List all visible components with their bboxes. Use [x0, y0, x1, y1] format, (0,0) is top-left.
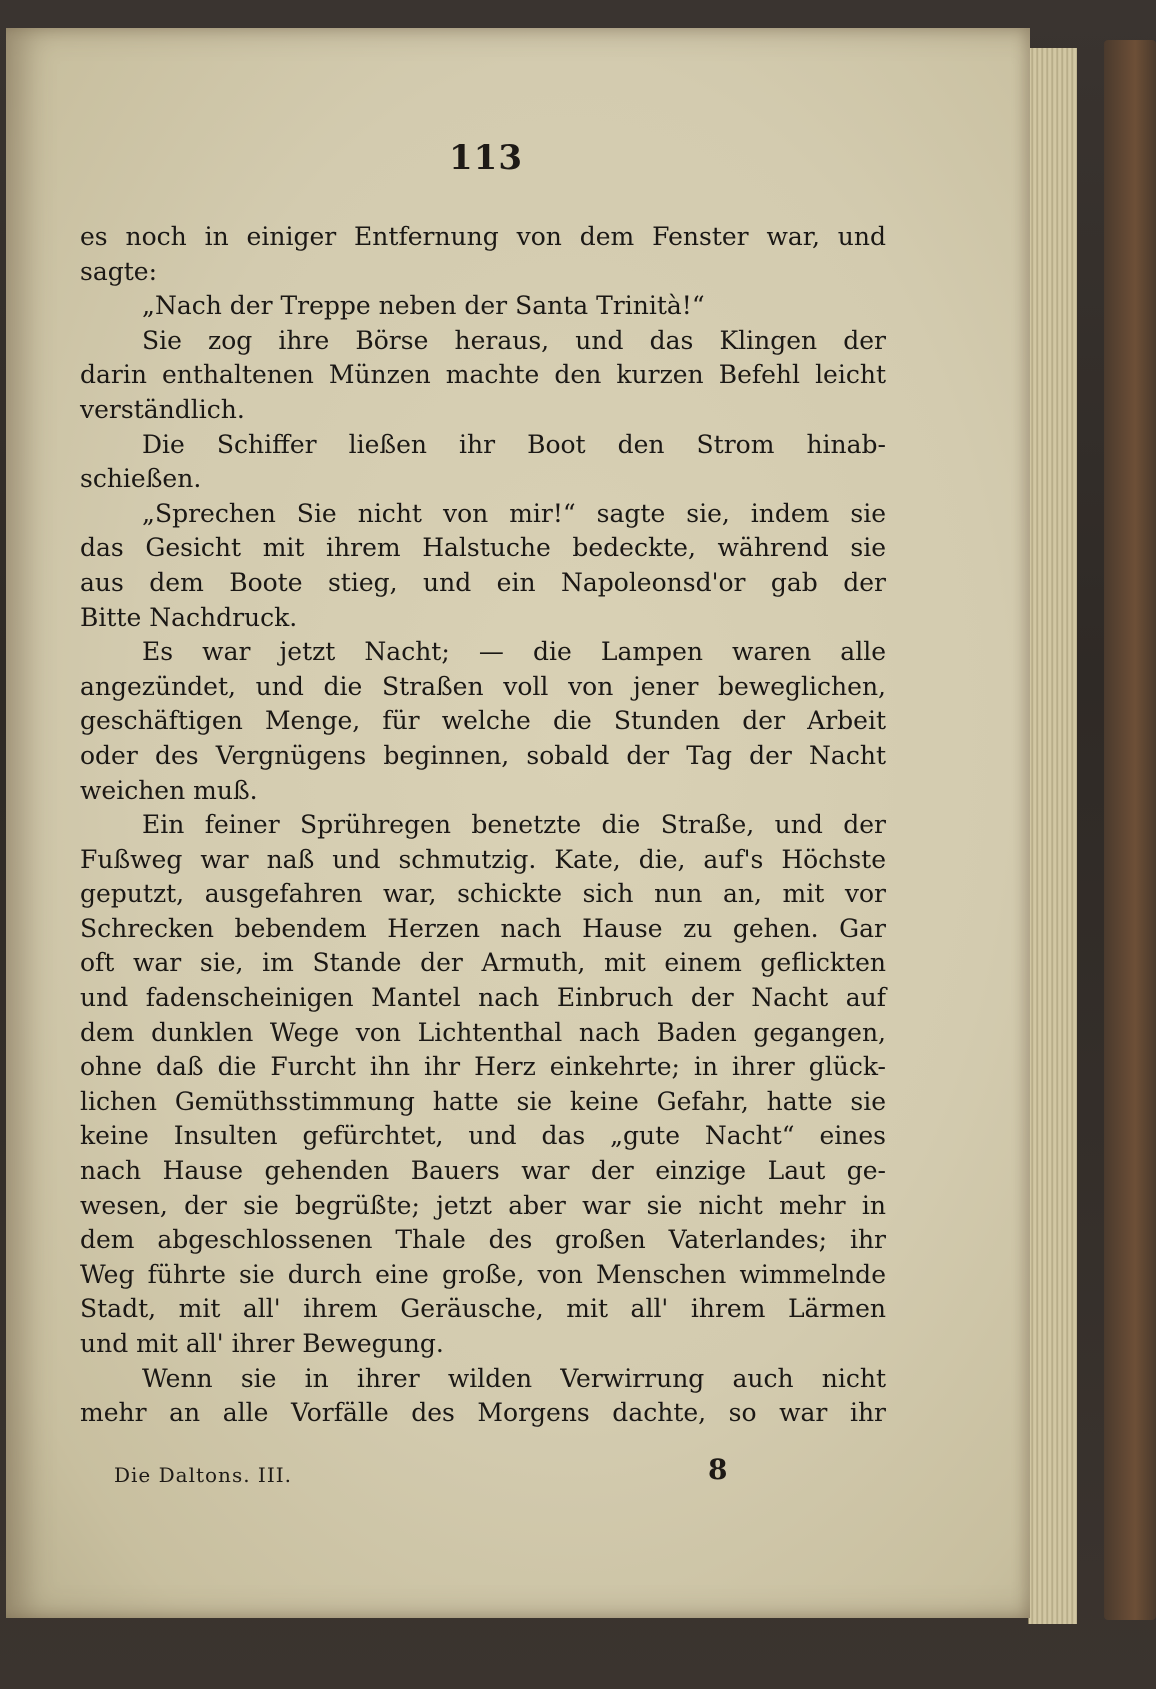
text-line: Es war jetzt Nacht; — die Lampen waren alle	[142, 637, 886, 667]
text-line: darin enthaltenen Münzen machte den kurzen Befehl leicht	[80, 360, 886, 390]
text-line: mehr an alle Vorfälle des Morgens dachte, so war ihr	[80, 1398, 886, 1428]
text-line: „Sprechen Sie nicht von mir!“ sagte sie, indem sie	[142, 498, 886, 528]
text-line: und mit all' ihrer Bewegung.	[80, 1329, 444, 1358]
text-line: geschäftigen Menge, für welche die Stunden der Arbeit	[80, 706, 886, 736]
text-line: aus dem Boote stieg, und ein Napoleonsd'or gab der	[80, 567, 886, 597]
text-line: Fußweg war naß und schmutzig. Kate, die, auf's Höchste	[80, 844, 886, 874]
text-line: weichen muß.	[80, 775, 258, 805]
page-number: 113	[449, 138, 523, 178]
text-line: „Nach der Treppe neben der Santa Trinità!“	[142, 291, 705, 321]
text-line: lichen Gemüthsstimmung hatte sie keine Gefahr, hatte sie	[80, 1086, 886, 1116]
text-line: Ein feiner Sprühregen benetzte die Straße, und der	[142, 810, 886, 840]
text-line: dem dunklen Wege von Lichtenthal nach Baden gegangen,	[80, 1017, 886, 1047]
text-line: es noch in einiger Entfernung von dem Fenster war, und	[80, 222, 886, 251]
body-text	[80, 220, 886, 1431]
signature-mark: Die Daltons. III.	[114, 1463, 292, 1487]
sheet-number: 8	[708, 1453, 728, 1486]
text-line: schießen.	[80, 464, 202, 494]
text-line: angezündet, und die Straßen voll von jener beweglichen,	[80, 671, 886, 701]
text-line: Weg führte sie durch eine große, von Menschen wimmelnde	[80, 1259, 886, 1289]
text-line: nach Hause gehenden Bauers war der einzige Laut ge-	[80, 1156, 886, 1186]
text-line: verständlich.	[80, 394, 245, 424]
text-line: und fadenscheinigen Mantel nach Einbruch der Nacht auf	[80, 983, 886, 1013]
text-line: Bitte Nachdruck.	[80, 602, 298, 632]
text-line: das Gesicht mit ihrem Halstuche bedeckte, während sie	[80, 533, 886, 563]
text-line: Sie zog ihre Börse heraus, und das Klingen der	[142, 325, 886, 355]
text-line: geputzt, ausgefahren war, schickte sich nun an, mit vor	[80, 879, 886, 909]
text-line: Die Schiffer ließen ihr Boot den Strom hinab-	[142, 429, 886, 459]
cover-edge	[1104, 40, 1156, 1620]
text-line: oft war sie, im Stande der Armuth, mit einem geflickten	[80, 948, 886, 978]
text-line: oder des Vergnügens beginnen, sobald der Tag der Nacht	[80, 740, 886, 770]
text-line: Schrecken bebendem Herzen nach Hause zu gehen. Gar	[80, 913, 886, 943]
text-line: ohne daß die Furcht ihn ihr Herz einkehrte; in ihrer glück-	[80, 1052, 886, 1082]
text-line: Wenn sie in ihrer wilden Verwirrung auch nicht	[142, 1363, 886, 1393]
text-line: Stadt, mit all' ihrem Geräusche, mit all' ihrem Lärmen	[80, 1294, 886, 1324]
text-line: wesen, der sie begrüßte; jetzt aber war sie nicht mehr in	[80, 1190, 886, 1220]
text-line: keine Insulten gefürchtet, und das „gute Nacht“ eines	[80, 1121, 886, 1151]
book-page	[6, 28, 1030, 1618]
text-line: dem abgeschlossenen Thale des großen Vaterlandes; ihr	[80, 1225, 886, 1255]
text-line: sagte:	[80, 256, 158, 286]
page-edges	[1028, 48, 1077, 1624]
